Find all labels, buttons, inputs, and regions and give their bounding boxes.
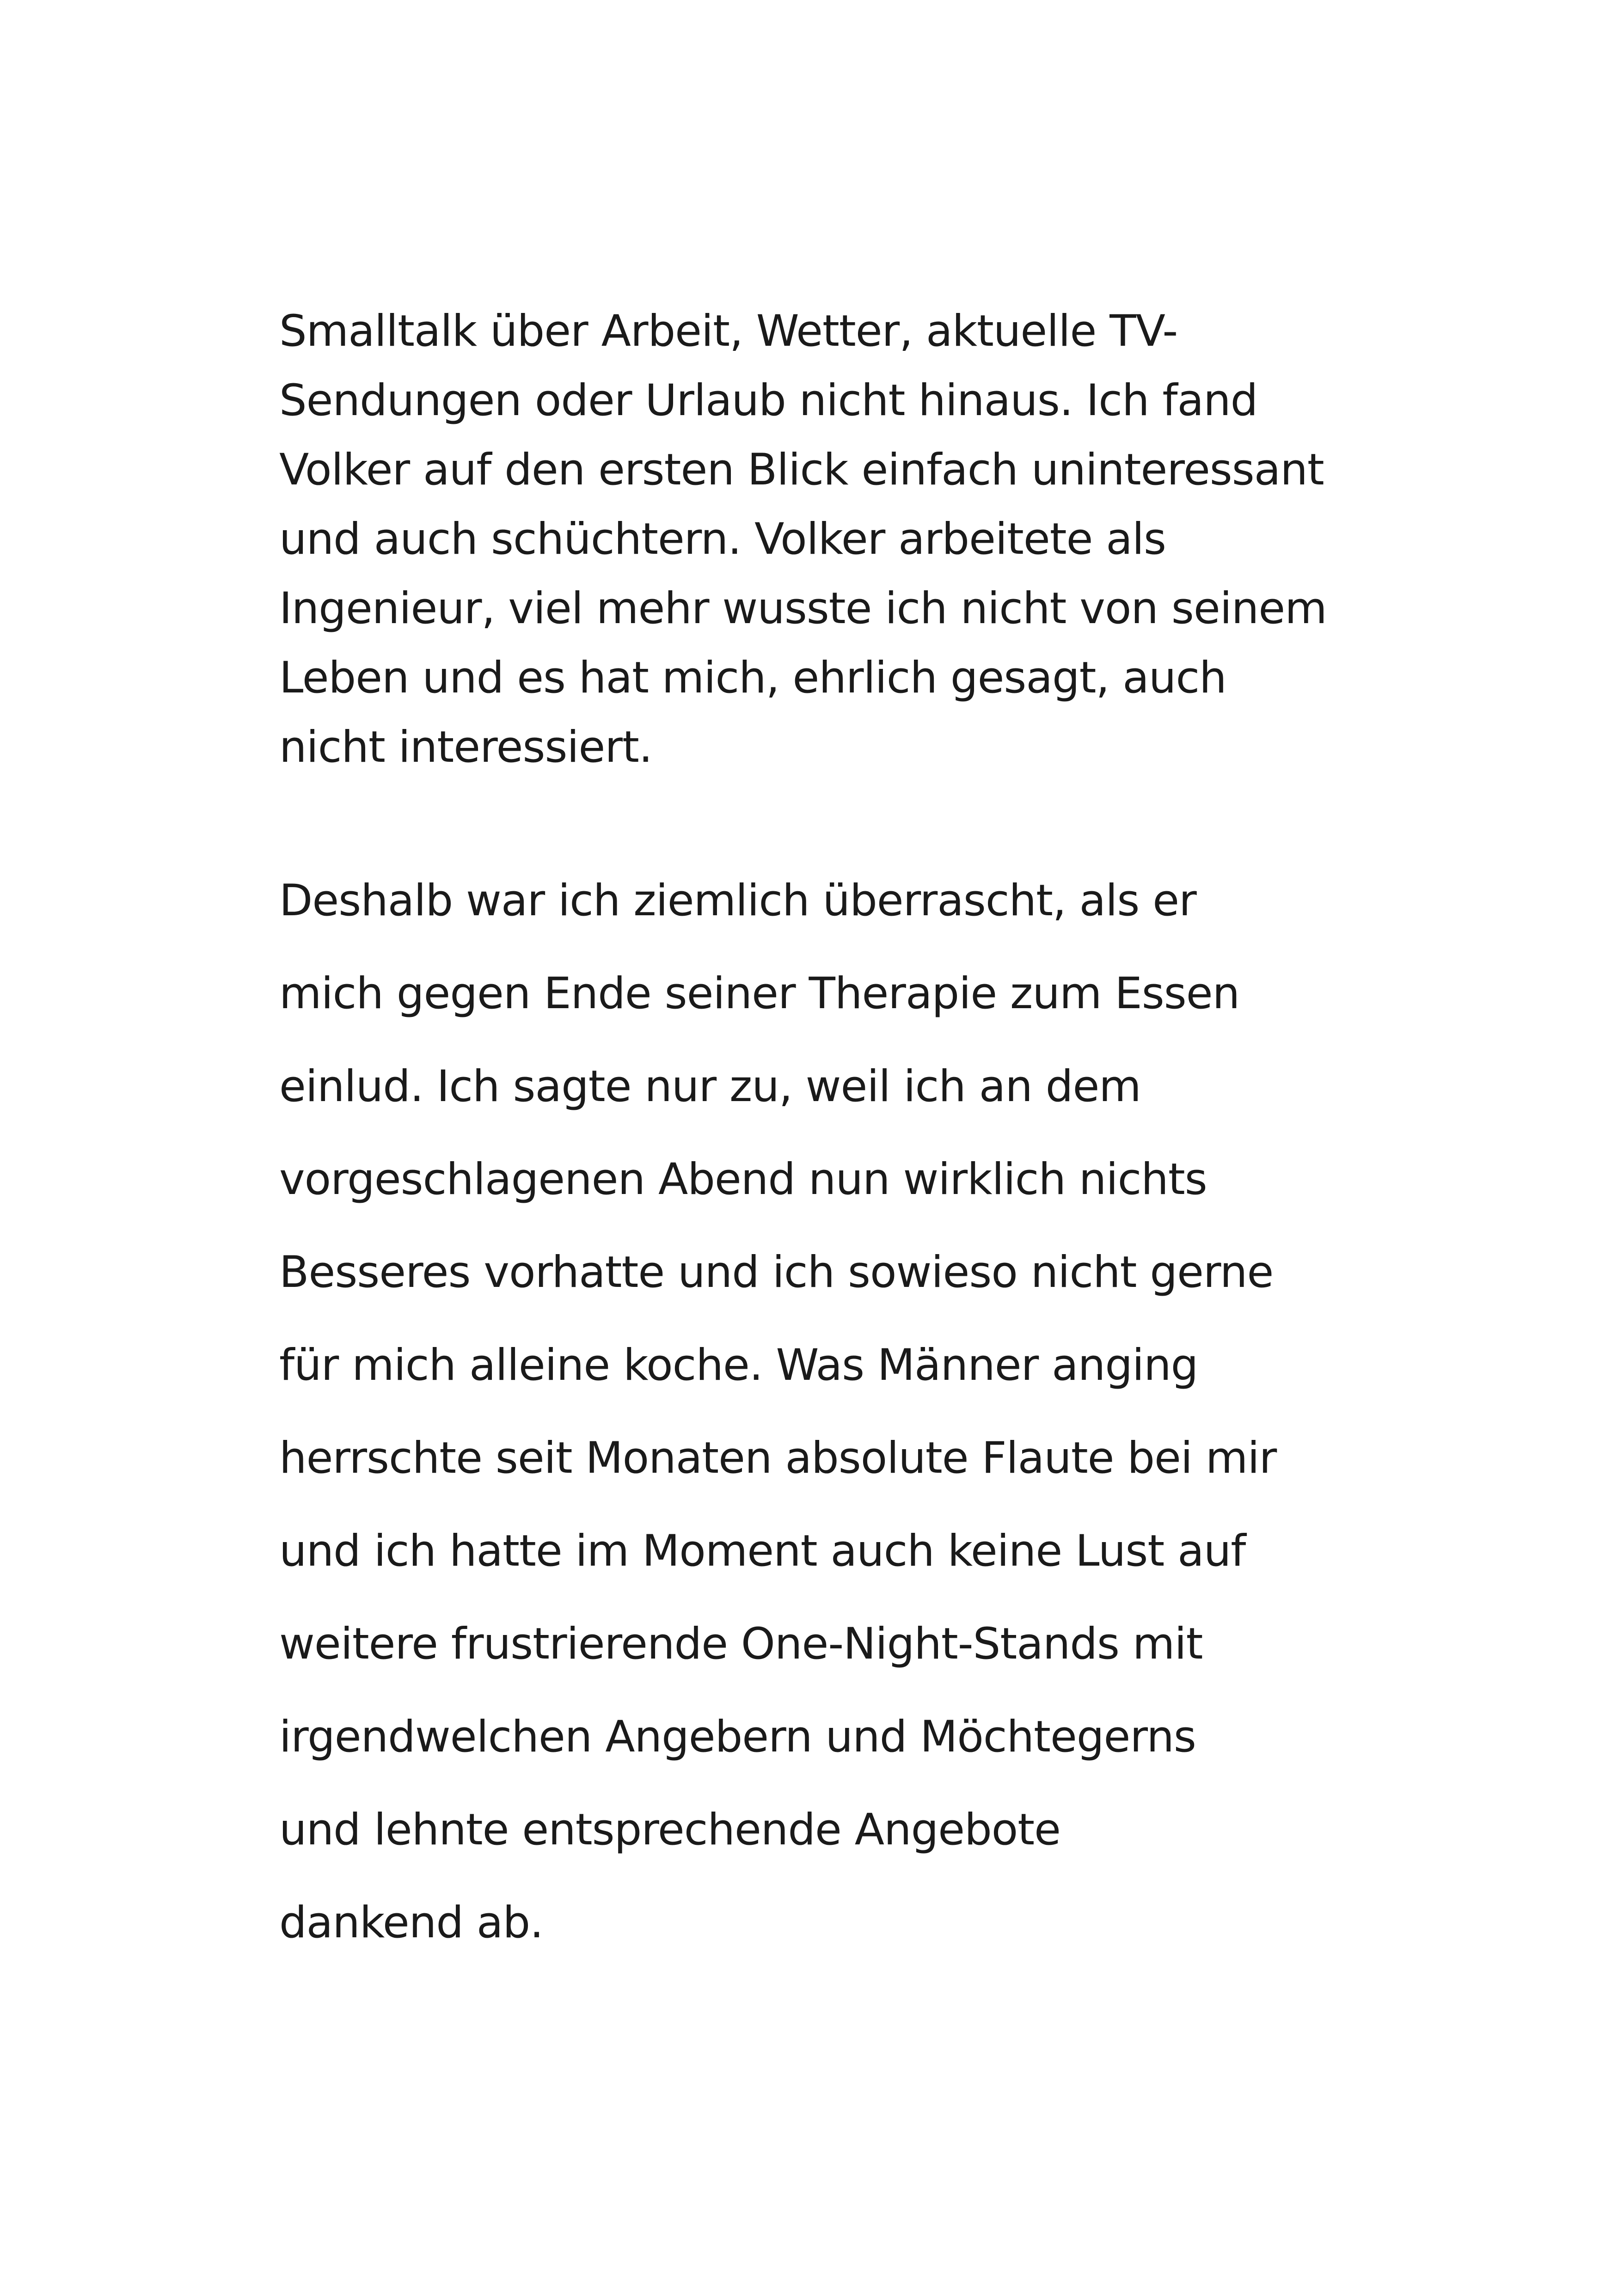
paragraph-line: für mich alleine koche. Was Männer anging	[279, 1340, 1198, 1390]
paragraph-line: und auch schüchtern. Volker arbeitete als	[279, 514, 1166, 564]
paragraph-1	[279, 297, 1342, 782]
paragraph-line: irgendwelchen Angebern und Möchtegerns	[279, 1712, 1196, 1762]
paragraph-line: und lehnte entsprechende Angebote	[279, 1805, 1060, 1855]
paragraph-line: Sendungen oder Urlaub nicht hinaus. Ich fand	[279, 375, 1258, 426]
paragraph-line	[279, 1981, 1342, 2074]
paragraph-line: weitere frustrierende One-Night-Stands mit	[279, 1619, 1203, 1669]
paragraph-line: Ingenieur, viel mehr wusste ich nicht von seinem	[279, 583, 1327, 634]
paragraph-line: einlud. Ich sagte nur zu, weil ich an dem	[279, 1061, 1141, 1112]
paragraph-line: nicht interessiert.	[279, 722, 652, 772]
paragraph-line: herrschte seit Monaten absolute Flaute bei mir	[279, 1433, 1277, 1483]
paragraph-line: Volker auf den ersten Blick einfach uninteressant	[279, 445, 1324, 495]
paragraph-line: Deshalb war ich ziemlich überrascht, als er	[279, 876, 1196, 926]
paragraph-line: mich gegen Ende seiner Therapie zum Essen	[279, 968, 1240, 1019]
paragraph-line: Leben und es hat mich, ehrlich gesagt, auch	[279, 653, 1226, 703]
paragraph-2	[279, 866, 1342, 2074]
paragraph-line: Smalltalk über Arbeit, Wetter, aktuelle TV-	[279, 306, 1178, 356]
paragraph-line: dankend ab.	[279, 1898, 544, 1948]
paragraph-line: und ich hatte im Moment auch keine Lust auf	[279, 1526, 1246, 1576]
paragraph-line: Besseres vorhatte und ich sowieso nicht gerne	[279, 1247, 1274, 1298]
paragraph-line: vorgeschlagenen Abend nun wirklich nichts	[279, 1154, 1207, 1205]
